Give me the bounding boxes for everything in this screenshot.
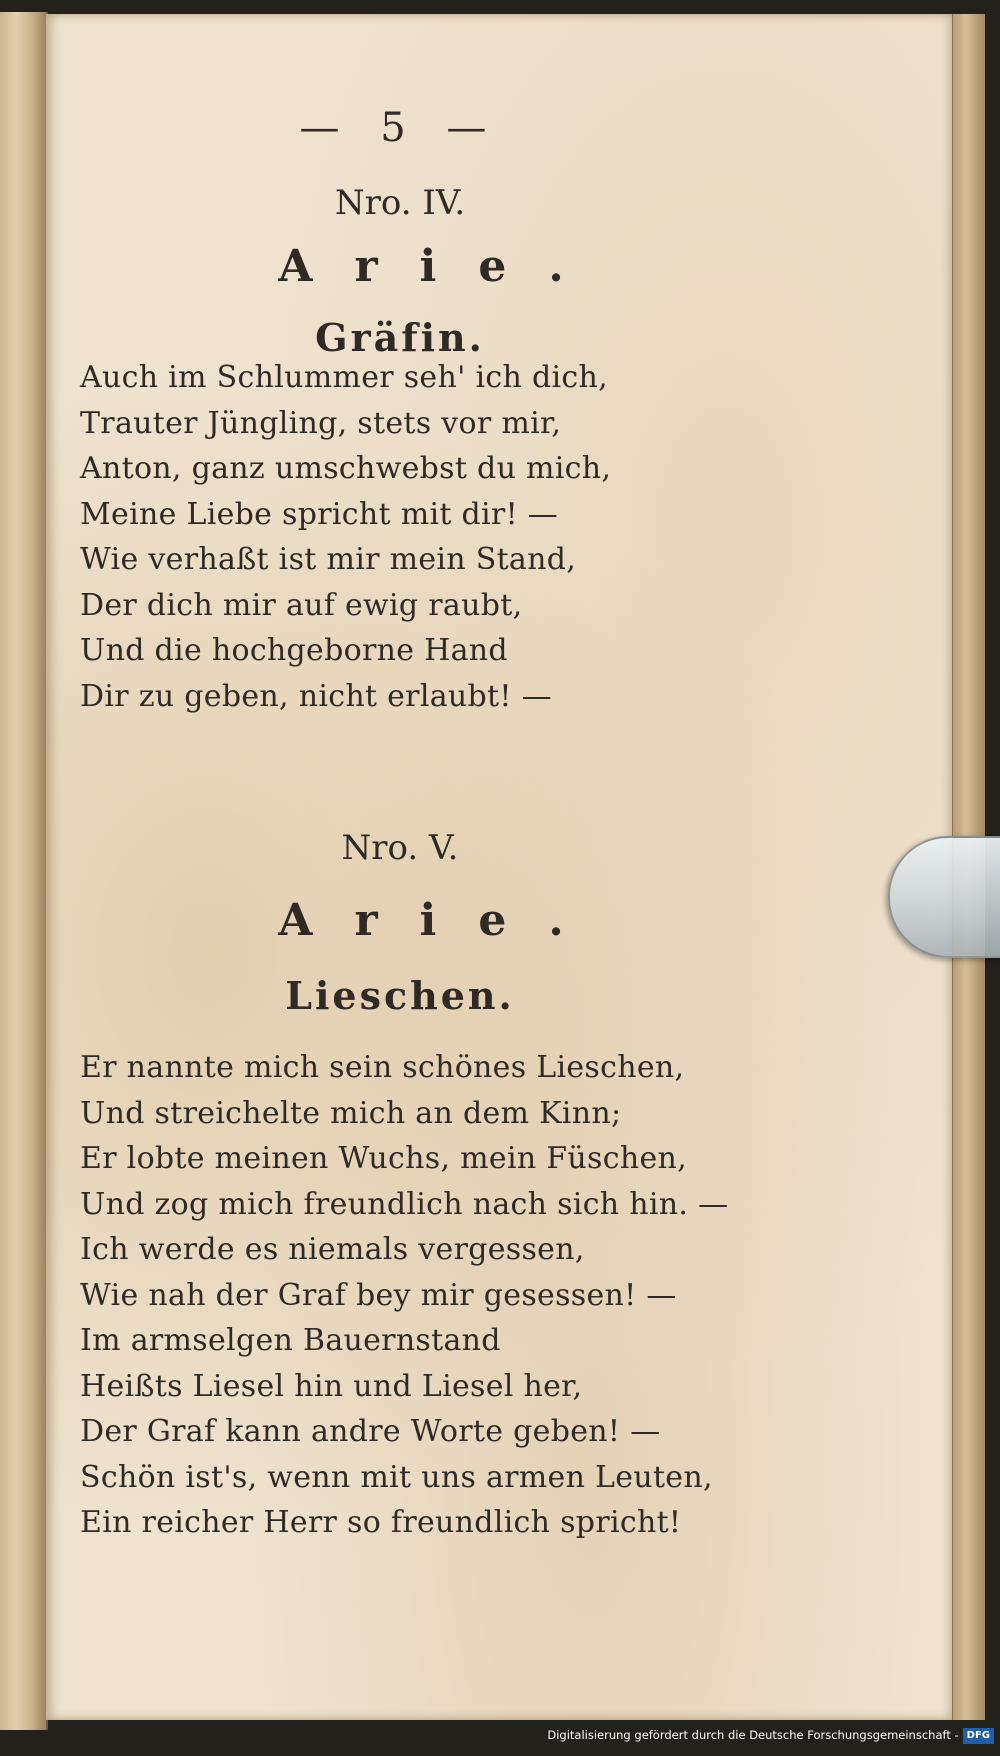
verse-line: Ich werde es niemals vergessen, (80, 1232, 585, 1267)
dfg-logo: DFG (963, 1728, 994, 1744)
verse-line: Und die hochgeborne Hand (80, 633, 508, 668)
verse-line: Trauter Jüngling, stets vor mir, (80, 405, 562, 441)
verse-line: Und streichelte mich an dem Kinn; (80, 1095, 622, 1131)
left-page-edge (0, 12, 48, 1730)
verse-line: Anton, ganz umschwebst du mich, (80, 451, 612, 486)
section-type-arie: Arie. (278, 895, 606, 946)
verse-line: Wie verhaßt ist mir mein Stand, (80, 542, 577, 577)
verse-line: Und zog mich freundlich nach sich hin. — (80, 1186, 729, 1222)
section-number-iv: Nro. IV. (334, 183, 466, 223)
verse-line: Ein reicher Herr so freundlich spricht! (80, 1505, 682, 1540)
verse-line: Er nannte mich sein schönes Lieschen, (80, 1050, 685, 1085)
verse-line: Dir zu geben, nicht erlaubt! — (80, 678, 552, 714)
verse-line: Er lobte meinen Wuchs, mein Füschen, (80, 1141, 687, 1176)
digitization-footer (547, 1722, 994, 1748)
verse-line: Heißts Liesel hin und Liesel her, (80, 1368, 583, 1404)
verse-line: Meine Liebe spricht mit dir! — (80, 496, 559, 532)
verse-block-iv (80, 355, 900, 719)
speaker-name: Lieschen. (285, 973, 515, 1018)
section-number-v: Nro. V. (341, 828, 459, 868)
verse-block-v (80, 1045, 900, 1546)
verse-line: Auch im Schlummer seh' ich dich, (80, 360, 608, 395)
speaker-name: Gräfin. (315, 315, 485, 360)
verse-line: Wie nah der Graf bey mir gesessen! — (80, 1277, 677, 1313)
verse-line: Der dich mir auf ewig raubt, (80, 587, 523, 623)
footer-credit-text: Digitalisierung gefördert durch die Deutsche Forschungsgemeinschaft - (547, 1728, 959, 1742)
section-type-arie: Arie. (278, 241, 606, 292)
verse-line: Im armselgen Bauernstand (80, 1323, 501, 1358)
page-number: — 5 — (299, 105, 501, 151)
verse-line: Der Graf kann andre Worte geben! — (80, 1414, 661, 1449)
page-marker-tab (888, 836, 1000, 958)
verse-line: Schön ist's, wenn mit uns armen Leuten, (80, 1459, 713, 1495)
